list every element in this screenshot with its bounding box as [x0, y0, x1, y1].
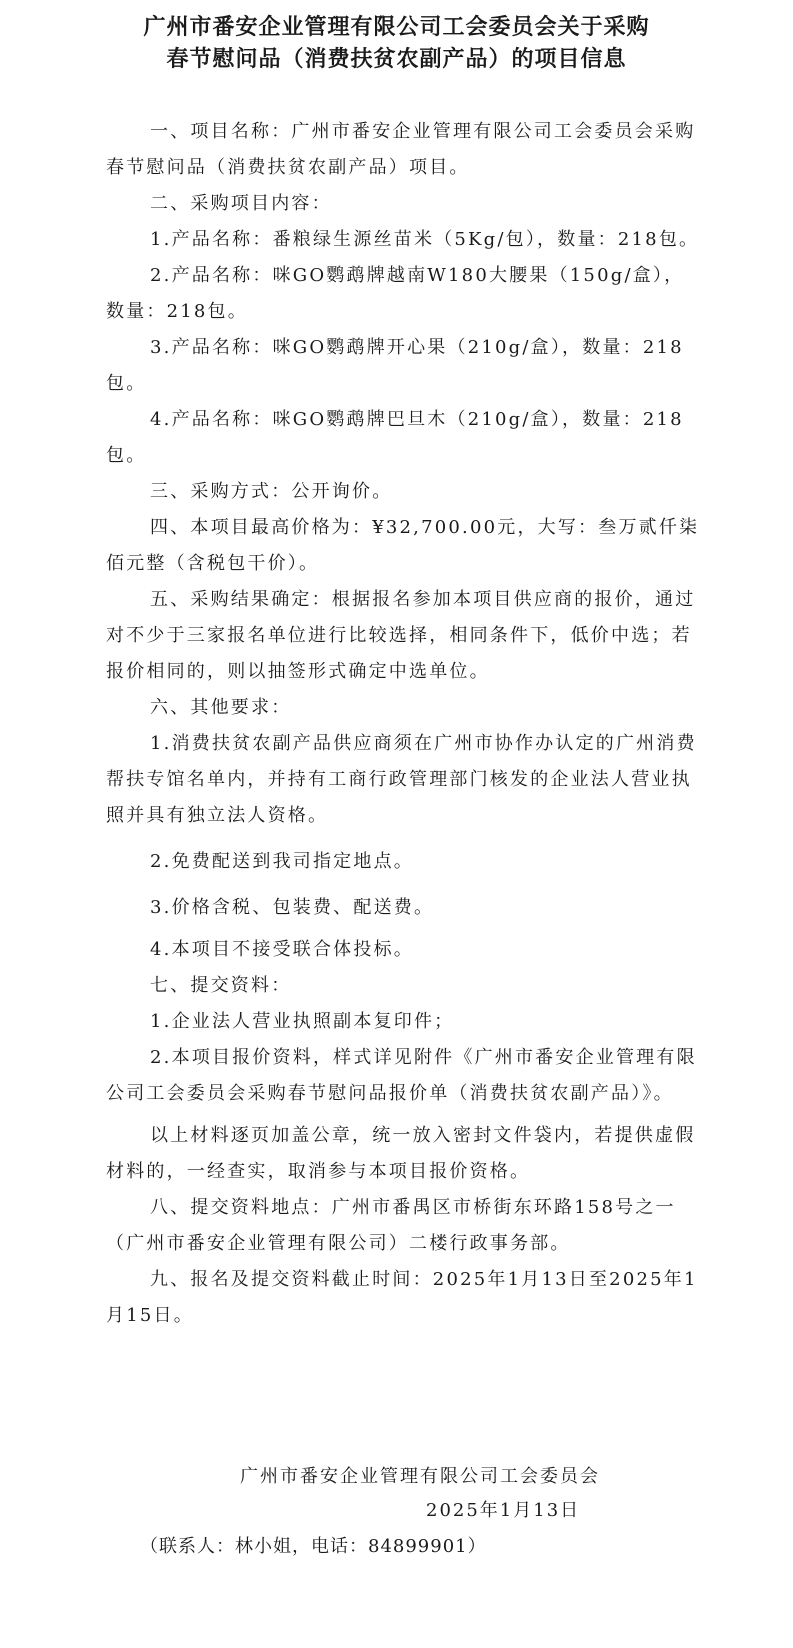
paragraph-submission-1: 1.企业法人营业执照副本复印件； [150, 1011, 455, 1032]
document-title-line-1: 广州市番安企业管理有限公司工会委员会关于采购 [143, 14, 650, 40]
paragraph-result-determination: 五、采购结果确定：根据报名参加本项目供应商的报价，通过对不少于三家报名单位进行比较选择，相同条件下，低价中选；若报价相同的，则以抽签形式确定中选单位。 [106, 589, 696, 682]
paragraph-submission-location: 八、提交资料地点：广州市番禺区市桥街东环路158号之一（广州市番安企业管理有限公司）二楼行政事务部。 [106, 1197, 676, 1254]
paragraph-product-4: 4.产品名称：咪GO鹦鹉牌巴旦木（210g/盒），数量：218包。 [106, 409, 684, 466]
contact-info: （联系人：林小姐，电话：84899901） [140, 1536, 487, 1557]
paragraph-requirement-3: 3.价格含税、包装费、配送费。 [150, 897, 435, 918]
paragraph-submission-2: 2.本项目报价资料，样式详见附件《广州市番安企业管理有限公司工会委员会采购春节慰问品报价单（消费扶贫农副产品）》。 [106, 1047, 697, 1104]
paragraph-max-price: 四、本项目最高价格为：¥32,700.00元，大写：叁万贰仟柒佰元整（含税包干价）。 [106, 517, 700, 574]
paragraph-requirement-1: 1.消费扶贫农副产品供应商须在广州市协作办认定的广州消费帮扶专馆名单内，并持有工商行政管理部门核发的企业法人营业执照并具有独立法人资格。 [106, 733, 697, 826]
paragraph-procurement-method: 三、采购方式：公开询价。 [150, 481, 393, 502]
signature-date: 2025年1月13日 [426, 1500, 581, 1521]
document-title-line-2: 春节慰问品（消费扶贫农副产品）的项目信息 [166, 46, 627, 72]
paragraph-product-3: 3.产品名称：咪GO鹦鹉牌开心果（210g/盒），数量：218包。 [106, 337, 684, 394]
paragraph-requirement-2: 2.免费配送到我司指定地点。 [150, 851, 414, 872]
paragraph-submission-heading: 七、提交资料： [150, 975, 292, 996]
paragraph-product-2: 2.产品名称：咪GO鹦鹉牌越南W180大腰果（150g/盒），数量：218包。 [106, 265, 685, 322]
paragraph-deadline: 九、报名及提交资料截止时间：2025年1月13日至2025年1月15日。 [106, 1269, 698, 1326]
paragraph-materials-note: 以上材料逐页加盖公章，统一放入密封文件袋内，若提供虚假材料的，一经查实，取消参与本项目报价资格。 [106, 1125, 696, 1182]
signature-organization: 广州市番安企业管理有限公司工会委员会 [240, 1466, 600, 1487]
paragraph-product-1: 1.产品名称：番粮绿生源丝苗米（5Kg/包），数量：218包。 [150, 229, 700, 250]
paragraph-requirement-4: 4.本项目不接受联合体投标。 [150, 939, 414, 960]
document-body [106, 114, 704, 1334]
paragraph-project-name: 一、项目名称：广州市番安企业管理有限公司工会委员会采购春节慰问品（消费扶贫农副产品）项目。 [106, 121, 696, 178]
paragraph-content-heading: 二、采购项目内容： [150, 193, 332, 214]
paragraph-other-requirements: 六、其他要求： [150, 697, 292, 718]
